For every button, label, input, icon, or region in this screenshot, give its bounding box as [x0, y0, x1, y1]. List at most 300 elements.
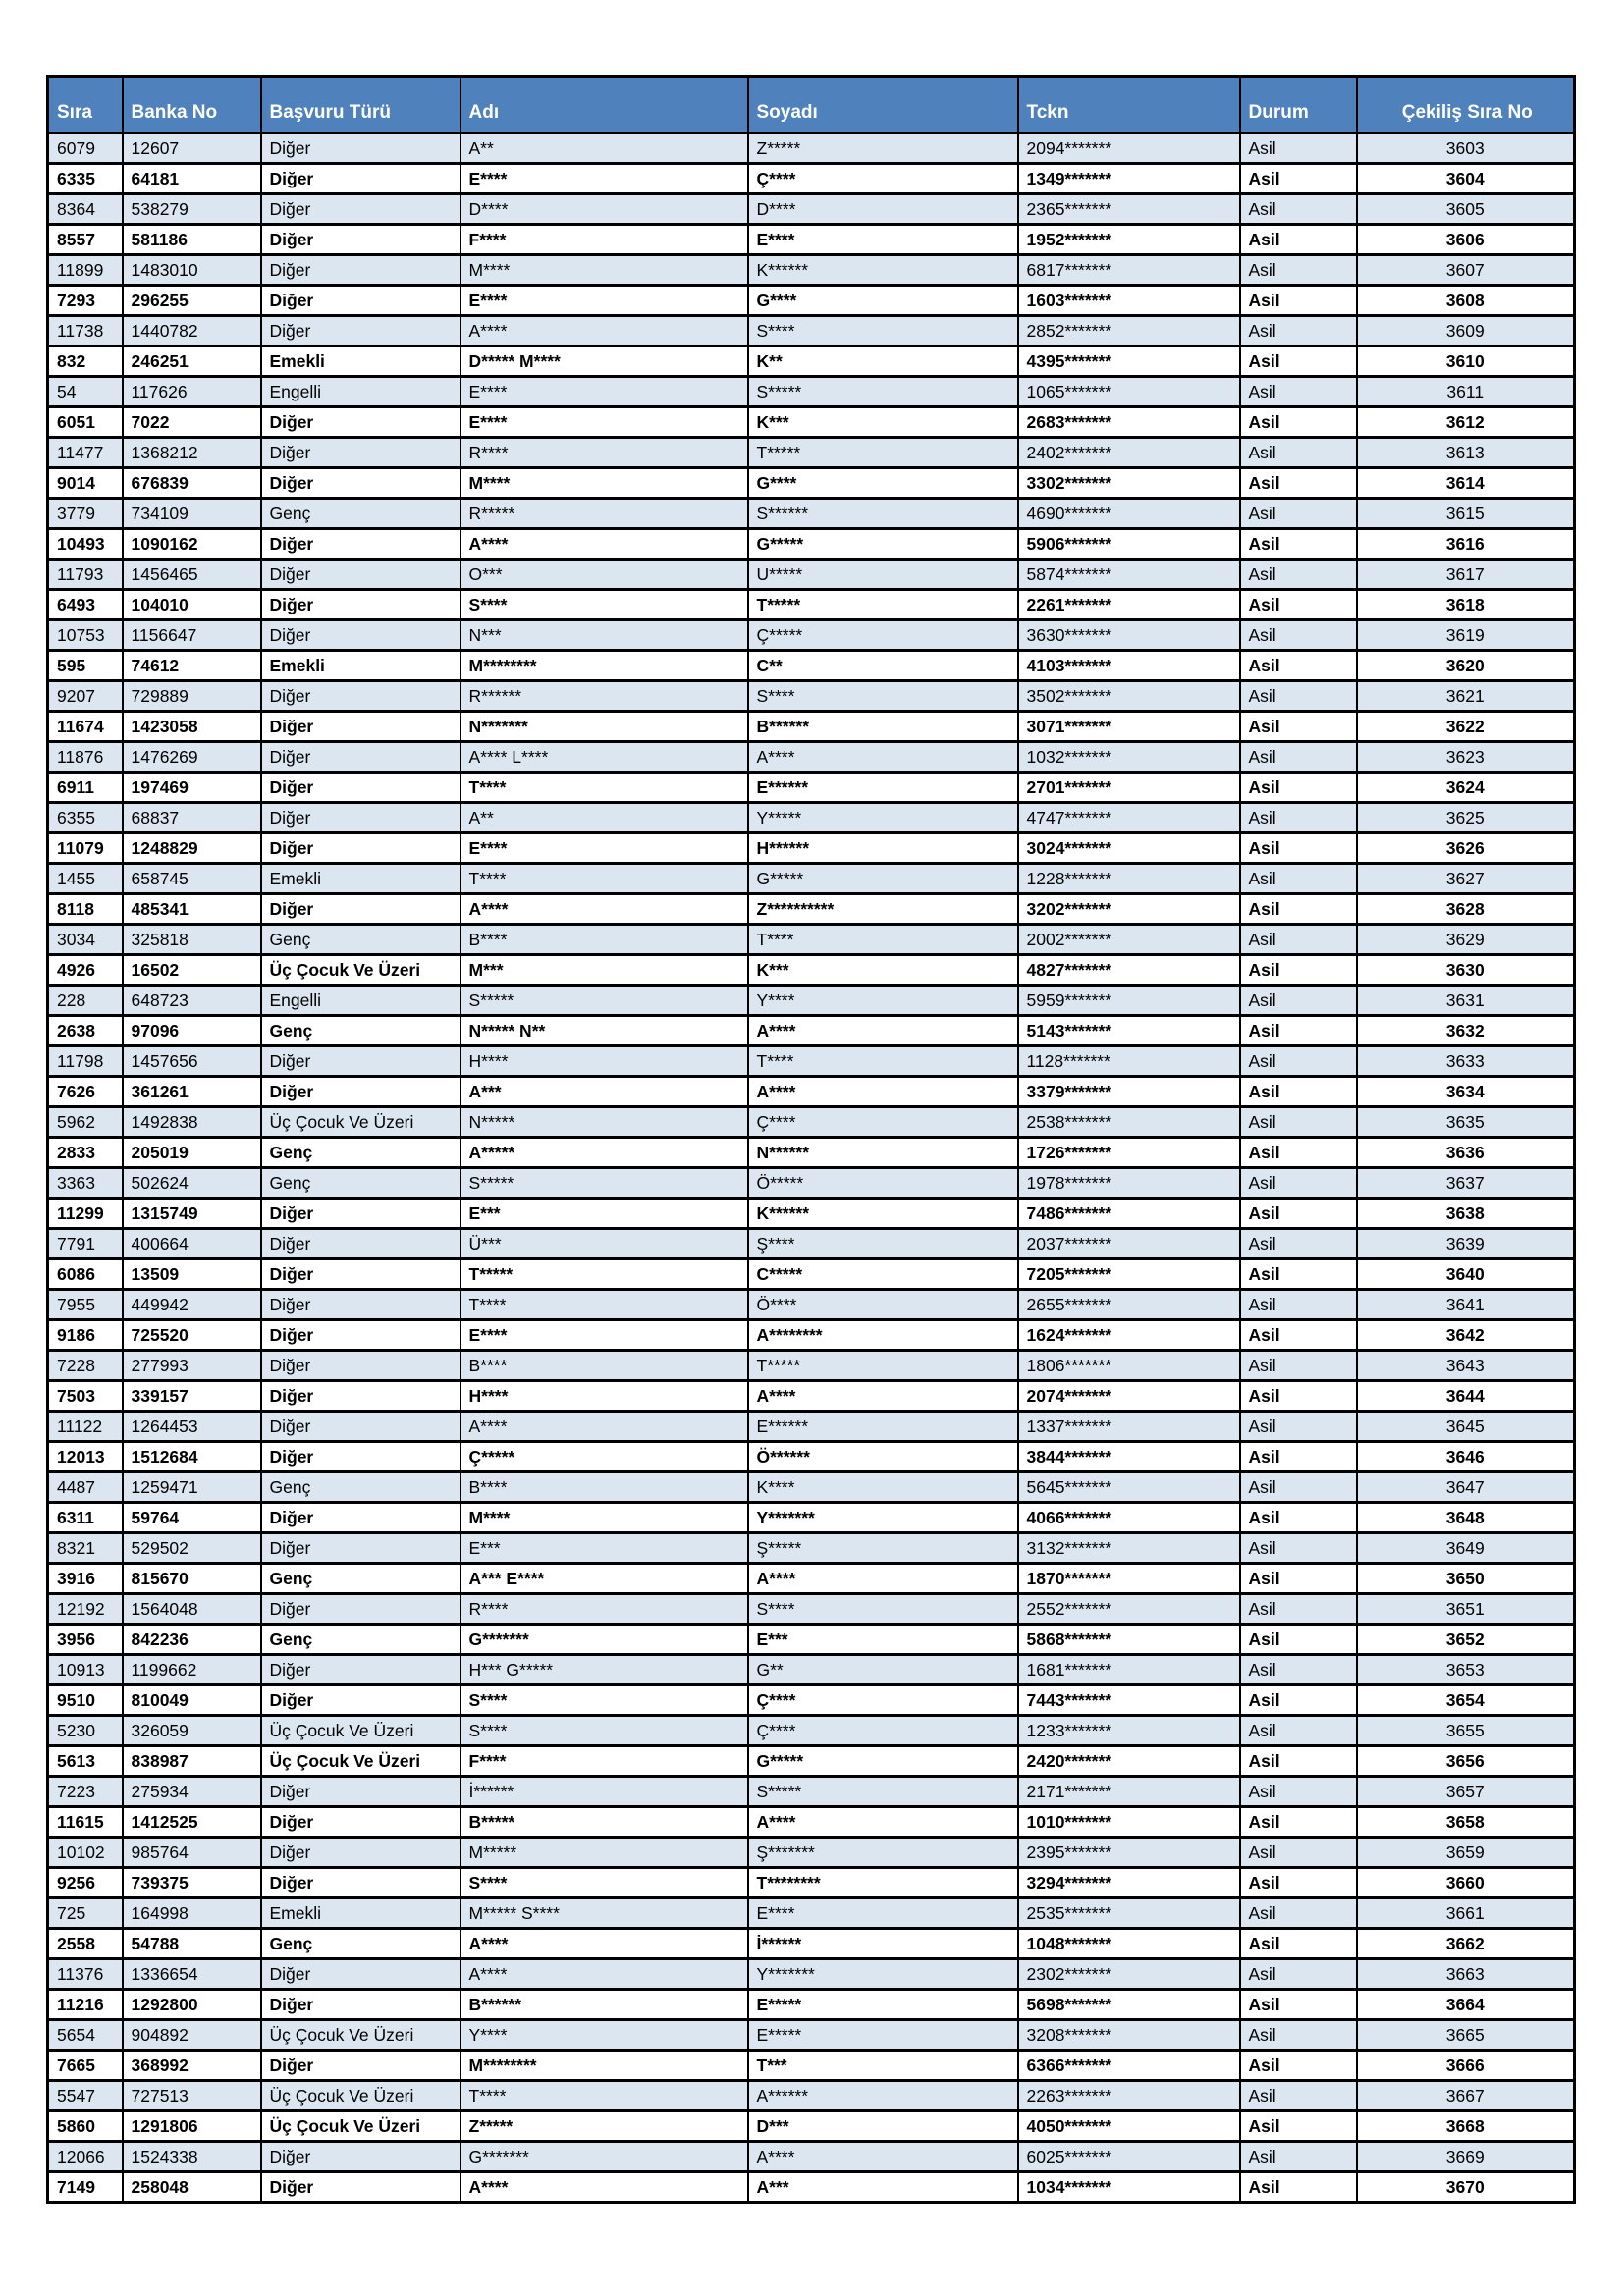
cell-durum: Asil: [1240, 1777, 1357, 1807]
table-row: [48, 1807, 1575, 1838]
cell-adi: R****: [460, 1594, 748, 1625]
cell-tckn: 2302*******: [1018, 1959, 1240, 1990]
cell-cekilis_sira_no: 3624: [1357, 773, 1575, 803]
cell-sira: 54: [48, 377, 123, 407]
cell-cekilis_sira_no: 3662: [1357, 1929, 1575, 1959]
cell-banka_no: 985764: [123, 1838, 261, 1868]
cell-tckn: 2655*******: [1018, 1290, 1240, 1320]
cell-adi: M***** S****: [460, 1898, 748, 1929]
cell-adi: B*****: [460, 1807, 748, 1838]
cell-adi: T*****: [460, 1259, 748, 1290]
cell-soyadi: T*****: [748, 1351, 1018, 1381]
cell-sira: 8321: [48, 1533, 123, 1564]
cell-adi: T****: [460, 1290, 748, 1320]
cell-banka_no: 104010: [123, 590, 261, 620]
cell-tckn: 1228*******: [1018, 864, 1240, 894]
cell-sira: 10913: [48, 1655, 123, 1685]
cell-banka_no: 815670: [123, 1564, 261, 1594]
cell-tckn: 5868*******: [1018, 1625, 1240, 1655]
cell-adi: N*****: [460, 1107, 748, 1138]
column-header-tckn: Tckn: [1018, 77, 1240, 133]
cell-tckn: 1870*******: [1018, 1564, 1240, 1594]
cell-basvuru_turu: Diğer: [261, 1442, 460, 1472]
cell-sira: 7791: [48, 1229, 123, 1259]
cell-soyadi: T*****: [748, 438, 1018, 468]
cell-tckn: 2683*******: [1018, 407, 1240, 438]
cell-tckn: 2420*******: [1018, 1746, 1240, 1777]
cell-sira: 11376: [48, 1959, 123, 1990]
cell-sira: 11798: [48, 1046, 123, 1077]
cell-sira: 6051: [48, 407, 123, 438]
table-row: [48, 1046, 1575, 1077]
cell-sira: 7503: [48, 1381, 123, 1412]
cell-tckn: 6817*******: [1018, 255, 1240, 286]
cell-basvuru_turu: Emekli: [261, 651, 460, 681]
cell-basvuru_turu: Genç: [261, 1564, 460, 1594]
cell-cekilis_sira_no: 3638: [1357, 1199, 1575, 1229]
cell-soyadi: Y*******: [748, 1503, 1018, 1533]
cell-tckn: 1048*******: [1018, 1929, 1240, 1959]
cell-banka_no: 1457656: [123, 1046, 261, 1077]
cell-adi: N*******: [460, 712, 748, 742]
cell-cekilis_sira_no: 3627: [1357, 864, 1575, 894]
cell-banka_no: 117626: [123, 377, 261, 407]
cell-tckn: 1337*******: [1018, 1412, 1240, 1442]
cell-durum: Asil: [1240, 2051, 1357, 2081]
cell-tckn: 2261*******: [1018, 590, 1240, 620]
cell-tckn: 3202*******: [1018, 894, 1240, 925]
cell-tckn: 5959*******: [1018, 986, 1240, 1016]
cell-basvuru_turu: Diğer: [261, 286, 460, 316]
cell-banka_no: 1483010: [123, 255, 261, 286]
cell-adi: M*****: [460, 1838, 748, 1868]
cell-cekilis_sira_no: 3669: [1357, 2142, 1575, 2172]
table-row: [48, 1259, 1575, 1290]
cell-durum: Asil: [1240, 1533, 1357, 1564]
draw-results-table: [46, 75, 1576, 2204]
cell-tckn: 4690*******: [1018, 499, 1240, 529]
cell-soyadi: A********: [748, 1320, 1018, 1351]
cell-sira: 5962: [48, 1107, 123, 1138]
cell-adi: N***** N**: [460, 1016, 748, 1046]
cell-soyadi: Ç****: [748, 164, 1018, 194]
cell-sira: 832: [48, 347, 123, 377]
cell-cekilis_sira_no: 3629: [1357, 925, 1575, 955]
cell-sira: 11876: [48, 742, 123, 773]
cell-basvuru_turu: Diğer: [261, 1046, 460, 1077]
cell-soyadi: E******: [748, 1412, 1018, 1442]
cell-cekilis_sira_no: 3605: [1357, 194, 1575, 225]
table-row: [48, 1959, 1575, 1990]
cell-durum: Asil: [1240, 1655, 1357, 1685]
cell-durum: Asil: [1240, 1746, 1357, 1777]
table-row: [48, 1503, 1575, 1533]
cell-cekilis_sira_no: 3607: [1357, 255, 1575, 286]
cell-basvuru_turu: Diğer: [261, 1838, 460, 1868]
cell-soyadi: A****: [748, 1564, 1018, 1594]
cell-soyadi: Z**********: [748, 894, 1018, 925]
cell-tckn: 4103*******: [1018, 651, 1240, 681]
cell-basvuru_turu: Diğer: [261, 1381, 460, 1412]
cell-sira: 10753: [48, 620, 123, 651]
cell-sira: 12013: [48, 1442, 123, 1472]
cell-soyadi: H******: [748, 833, 1018, 864]
cell-durum: Asil: [1240, 651, 1357, 681]
cell-sira: 6086: [48, 1259, 123, 1290]
cell-basvuru_turu: Diğer: [261, 1229, 460, 1259]
cell-tckn: 3630*******: [1018, 620, 1240, 651]
table-row: [48, 1625, 1575, 1655]
table-row: [48, 1351, 1575, 1381]
cell-adi: A****: [460, 2172, 748, 2203]
cell-adi: S****: [460, 1868, 748, 1898]
cell-durum: Asil: [1240, 468, 1357, 499]
cell-basvuru_turu: Üç Çocuk Ve Üzeri: [261, 2081, 460, 2111]
cell-basvuru_turu: Diğer: [261, 1594, 460, 1625]
cell-adi: M***: [460, 955, 748, 986]
cell-cekilis_sira_no: 3634: [1357, 1077, 1575, 1107]
cell-banka_no: 1476269: [123, 742, 261, 773]
cell-tckn: 2171*******: [1018, 1777, 1240, 1807]
cell-basvuru_turu: Diğer: [261, 1077, 460, 1107]
column-header-adi: Adı: [460, 77, 748, 133]
cell-banka_no: 339157: [123, 1381, 261, 1412]
table-row: [48, 1594, 1575, 1625]
cell-sira: 11738: [48, 316, 123, 347]
cell-banka_no: 205019: [123, 1138, 261, 1168]
cell-cekilis_sira_no: 3640: [1357, 1259, 1575, 1290]
cell-adi: A**: [460, 133, 748, 164]
cell-adi: Z*****: [460, 2111, 748, 2142]
cell-cekilis_sira_no: 3655: [1357, 1716, 1575, 1746]
cell-sira: 2638: [48, 1016, 123, 1046]
table-row: [48, 225, 1575, 255]
cell-adi: H****: [460, 1381, 748, 1412]
column-header-durum: Durum: [1240, 77, 1357, 133]
cell-basvuru_turu: Diğer: [261, 712, 460, 742]
cell-durum: Asil: [1240, 1412, 1357, 1442]
cell-cekilis_sira_no: 3626: [1357, 833, 1575, 864]
cell-cekilis_sira_no: 3610: [1357, 347, 1575, 377]
cell-cekilis_sira_no: 3645: [1357, 1412, 1575, 1442]
cell-sira: 6355: [48, 803, 123, 833]
table-row: [48, 2142, 1575, 2172]
cell-durum: Asil: [1240, 2020, 1357, 2051]
cell-soyadi: Ç****: [748, 1107, 1018, 1138]
cell-banka_no: 1259471: [123, 1472, 261, 1503]
cell-tckn: 2263*******: [1018, 2081, 1240, 2111]
cell-cekilis_sira_no: 3615: [1357, 499, 1575, 529]
cell-banka_no: 502624: [123, 1168, 261, 1199]
table-row: [48, 1685, 1575, 1716]
table-row: [48, 560, 1575, 590]
cell-basvuru_turu: Üç Çocuk Ve Üzeri: [261, 2111, 460, 2142]
cell-tckn: 2074*******: [1018, 1381, 1240, 1412]
cell-durum: Asil: [1240, 1472, 1357, 1503]
cell-sira: 7955: [48, 1290, 123, 1320]
table-row: [48, 1077, 1575, 1107]
cell-durum: Asil: [1240, 560, 1357, 590]
cell-sira: 9186: [48, 1320, 123, 1351]
cell-adi: Ü***: [460, 1229, 748, 1259]
cell-banka_no: 725520: [123, 1320, 261, 1351]
cell-durum: Asil: [1240, 681, 1357, 712]
cell-sira: 12192: [48, 1594, 123, 1625]
cell-soyadi: G*****: [748, 864, 1018, 894]
cell-banka_no: 1090162: [123, 529, 261, 560]
cell-durum: Asil: [1240, 1838, 1357, 1868]
cell-soyadi: B******: [748, 712, 1018, 742]
table-row: [48, 833, 1575, 864]
cell-tckn: 7205*******: [1018, 1259, 1240, 1290]
cell-sira: 8557: [48, 225, 123, 255]
table-row: [48, 1412, 1575, 1442]
cell-sira: 5547: [48, 2081, 123, 2111]
cell-cekilis_sira_no: 3649: [1357, 1533, 1575, 1564]
cell-cekilis_sira_no: 3631: [1357, 986, 1575, 1016]
cell-banka_no: 326059: [123, 1716, 261, 1746]
cell-banka_no: 485341: [123, 894, 261, 925]
cell-tckn: 1978*******: [1018, 1168, 1240, 1199]
cell-cekilis_sira_no: 3654: [1357, 1685, 1575, 1716]
table-row: [48, 286, 1575, 316]
cell-tckn: 3024*******: [1018, 833, 1240, 864]
cell-basvuru_turu: Üç Çocuk Ve Üzeri: [261, 955, 460, 986]
cell-cekilis_sira_no: 3650: [1357, 1564, 1575, 1594]
cell-soyadi: A****: [748, 742, 1018, 773]
cell-sira: 7223: [48, 1777, 123, 1807]
cell-tckn: 4747*******: [1018, 803, 1240, 833]
cell-sira: 12066: [48, 2142, 123, 2172]
cell-banka_no: 739375: [123, 1868, 261, 1898]
table-row: [48, 590, 1575, 620]
cell-soyadi: S****: [748, 681, 1018, 712]
cell-durum: Asil: [1240, 1990, 1357, 2020]
cell-soyadi: İ******: [748, 1929, 1018, 1959]
cell-adi: O***: [460, 560, 748, 590]
cell-adi: A****: [460, 894, 748, 925]
cell-cekilis_sira_no: 3643: [1357, 1351, 1575, 1381]
cell-banka_no: 12607: [123, 133, 261, 164]
table-row: [48, 1138, 1575, 1168]
cell-banka_no: 727513: [123, 2081, 261, 2111]
cell-banka_no: 1524338: [123, 2142, 261, 2172]
cell-cekilis_sira_no: 3614: [1357, 468, 1575, 499]
cell-sira: 4487: [48, 1472, 123, 1503]
cell-basvuru_turu: Diğer: [261, 1412, 460, 1442]
table-header: [48, 77, 1575, 133]
cell-soyadi: Y*******: [748, 1959, 1018, 1990]
table-row: [48, 1655, 1575, 1685]
column-header-banka-no: Banka No: [123, 77, 261, 133]
cell-adi: Ç*****: [460, 1442, 748, 1472]
cell-tckn: 5874*******: [1018, 560, 1240, 590]
cell-adi: N***: [460, 620, 748, 651]
cell-cekilis_sira_no: 3657: [1357, 1777, 1575, 1807]
cell-sira: 725: [48, 1898, 123, 1929]
cell-sira: 11299: [48, 1199, 123, 1229]
column-header-basvuru-turu: Başvuru Türü: [261, 77, 460, 133]
cell-basvuru_turu: Genç: [261, 1168, 460, 1199]
cell-adi: E****: [460, 377, 748, 407]
cell-basvuru_turu: Diğer: [261, 1259, 460, 1290]
cell-soyadi: A****: [748, 1381, 1018, 1412]
cell-durum: Asil: [1240, 194, 1357, 225]
cell-soyadi: S****: [748, 316, 1018, 347]
cell-soyadi: T*****: [748, 590, 1018, 620]
cell-basvuru_turu: Diğer: [261, 1959, 460, 1990]
cell-banka_no: 842236: [123, 1625, 261, 1655]
cell-durum: Asil: [1240, 438, 1357, 468]
cell-cekilis_sira_no: 3667: [1357, 2081, 1575, 2111]
cell-durum: Asil: [1240, 133, 1357, 164]
cell-durum: Asil: [1240, 407, 1357, 438]
cell-banka_no: 325818: [123, 925, 261, 955]
table-row: [48, 1381, 1575, 1412]
cell-tckn: 3132*******: [1018, 1533, 1240, 1564]
table-row: [48, 499, 1575, 529]
cell-soyadi: C**: [748, 651, 1018, 681]
cell-tckn: 3208*******: [1018, 2020, 1240, 2051]
cell-soyadi: A***: [748, 2172, 1018, 2203]
cell-soyadi: S*****: [748, 377, 1018, 407]
cell-adi: E****: [460, 164, 748, 194]
cell-durum: Asil: [1240, 2081, 1357, 2111]
cell-banka_no: 838987: [123, 1746, 261, 1777]
cell-durum: Asil: [1240, 1929, 1357, 1959]
cell-tckn: 2402*******: [1018, 438, 1240, 468]
cell-cekilis_sira_no: 3636: [1357, 1138, 1575, 1168]
cell-basvuru_turu: Genç: [261, 1625, 460, 1655]
cell-sira: 3779: [48, 499, 123, 529]
cell-soyadi: T****: [748, 1046, 1018, 1077]
table-row: [48, 1472, 1575, 1503]
table-row: [48, 712, 1575, 742]
cell-sira: 7149: [48, 2172, 123, 2203]
cell-banka_no: 16502: [123, 955, 261, 986]
cell-sira: 10493: [48, 529, 123, 560]
cell-basvuru_turu: Diğer: [261, 1807, 460, 1838]
cell-basvuru_turu: Emekli: [261, 347, 460, 377]
cell-soyadi: Y*****: [748, 803, 1018, 833]
cell-banka_no: 1156647: [123, 620, 261, 651]
cell-soyadi: Ş*******: [748, 1838, 1018, 1868]
cell-basvuru_turu: Diğer: [261, 2172, 460, 2203]
cell-banka_no: 810049: [123, 1685, 261, 1716]
cell-basvuru_turu: Diğer: [261, 1777, 460, 1807]
cell-tckn: 1952*******: [1018, 225, 1240, 255]
cell-cekilis_sira_no: 3644: [1357, 1381, 1575, 1412]
cell-soyadi: C*****: [748, 1259, 1018, 1290]
cell-sira: 2558: [48, 1929, 123, 1959]
cell-banka_no: 258048: [123, 2172, 261, 2203]
cell-basvuru_turu: Diğer: [261, 1868, 460, 1898]
cell-cekilis_sira_no: 3670: [1357, 2172, 1575, 2203]
table-row: [48, 925, 1575, 955]
cell-cekilis_sira_no: 3658: [1357, 1807, 1575, 1838]
table-row: [48, 803, 1575, 833]
cell-basvuru_turu: Diğer: [261, 255, 460, 286]
cell-tckn: 1034*******: [1018, 2172, 1240, 2203]
cell-banka_no: 538279: [123, 194, 261, 225]
cell-banka_no: 658745: [123, 864, 261, 894]
cell-durum: Asil: [1240, 1168, 1357, 1199]
cell-basvuru_turu: Diğer: [261, 1290, 460, 1320]
column-header-sira: Sıra: [48, 77, 123, 133]
table-body: [48, 133, 1575, 2203]
cell-sira: 3956: [48, 1625, 123, 1655]
cell-sira: 228: [48, 986, 123, 1016]
cell-basvuru_turu: Diğer: [261, 1503, 460, 1533]
cell-adi: A***: [460, 1077, 748, 1107]
cell-banka_no: 246251: [123, 347, 261, 377]
cell-basvuru_turu: Genç: [261, 1929, 460, 1959]
cell-soyadi: A****: [748, 1016, 1018, 1046]
cell-adi: B****: [460, 1351, 748, 1381]
table-row: [48, 164, 1575, 194]
cell-adi: B****: [460, 1472, 748, 1503]
table-row: [48, 194, 1575, 225]
cell-durum: Asil: [1240, 2111, 1357, 2142]
cell-durum: Asil: [1240, 803, 1357, 833]
cell-cekilis_sira_no: 3619: [1357, 620, 1575, 651]
cell-basvuru_turu: Genç: [261, 1472, 460, 1503]
cell-adi: D****: [460, 194, 748, 225]
cell-tckn: 5645*******: [1018, 1472, 1240, 1503]
cell-banka_no: 361261: [123, 1077, 261, 1107]
cell-durum: Asil: [1240, 1807, 1357, 1838]
cell-cekilis_sira_no: 3665: [1357, 2020, 1575, 2051]
cell-cekilis_sira_no: 3628: [1357, 894, 1575, 925]
cell-soyadi: E***: [748, 1625, 1018, 1655]
cell-cekilis_sira_no: 3608: [1357, 286, 1575, 316]
cell-banka_no: 734109: [123, 499, 261, 529]
cell-banka_no: 1492838: [123, 1107, 261, 1138]
table-row: [48, 773, 1575, 803]
cell-cekilis_sira_no: 3659: [1357, 1838, 1575, 1868]
table-row: [48, 864, 1575, 894]
cell-adi: F****: [460, 225, 748, 255]
cell-basvuru_turu: Diğer: [261, 742, 460, 773]
cell-basvuru_turu: Engelli: [261, 986, 460, 1016]
cell-soyadi: Y****: [748, 986, 1018, 1016]
cell-soyadi: K***: [748, 955, 1018, 986]
cell-adi: S*****: [460, 1168, 748, 1199]
cell-cekilis_sira_no: 3613: [1357, 438, 1575, 468]
cell-banka_no: 729889: [123, 681, 261, 712]
cell-sira: 7665: [48, 2051, 123, 2081]
cell-sira: 9014: [48, 468, 123, 499]
cell-adi: A*****: [460, 1138, 748, 1168]
cell-soyadi: T***: [748, 2051, 1018, 2081]
cell-soyadi: E******: [748, 773, 1018, 803]
cell-banka_no: 676839: [123, 468, 261, 499]
cell-sira: 5654: [48, 2020, 123, 2051]
cell-adi: A****: [460, 529, 748, 560]
cell-banka_no: 529502: [123, 1533, 261, 1564]
cell-adi: F****: [460, 1746, 748, 1777]
cell-tckn: 2365*******: [1018, 194, 1240, 225]
cell-durum: Asil: [1240, 347, 1357, 377]
cell-soyadi: S*****: [748, 1777, 1018, 1807]
cell-cekilis_sira_no: 3609: [1357, 316, 1575, 347]
table-row: [48, 316, 1575, 347]
cell-tckn: 5143*******: [1018, 1016, 1240, 1046]
cell-adi: R*****: [460, 499, 748, 529]
cell-banka_no: 1412525: [123, 1807, 261, 1838]
cell-soyadi: G*****: [748, 1746, 1018, 1777]
cell-tckn: 1010*******: [1018, 1807, 1240, 1838]
